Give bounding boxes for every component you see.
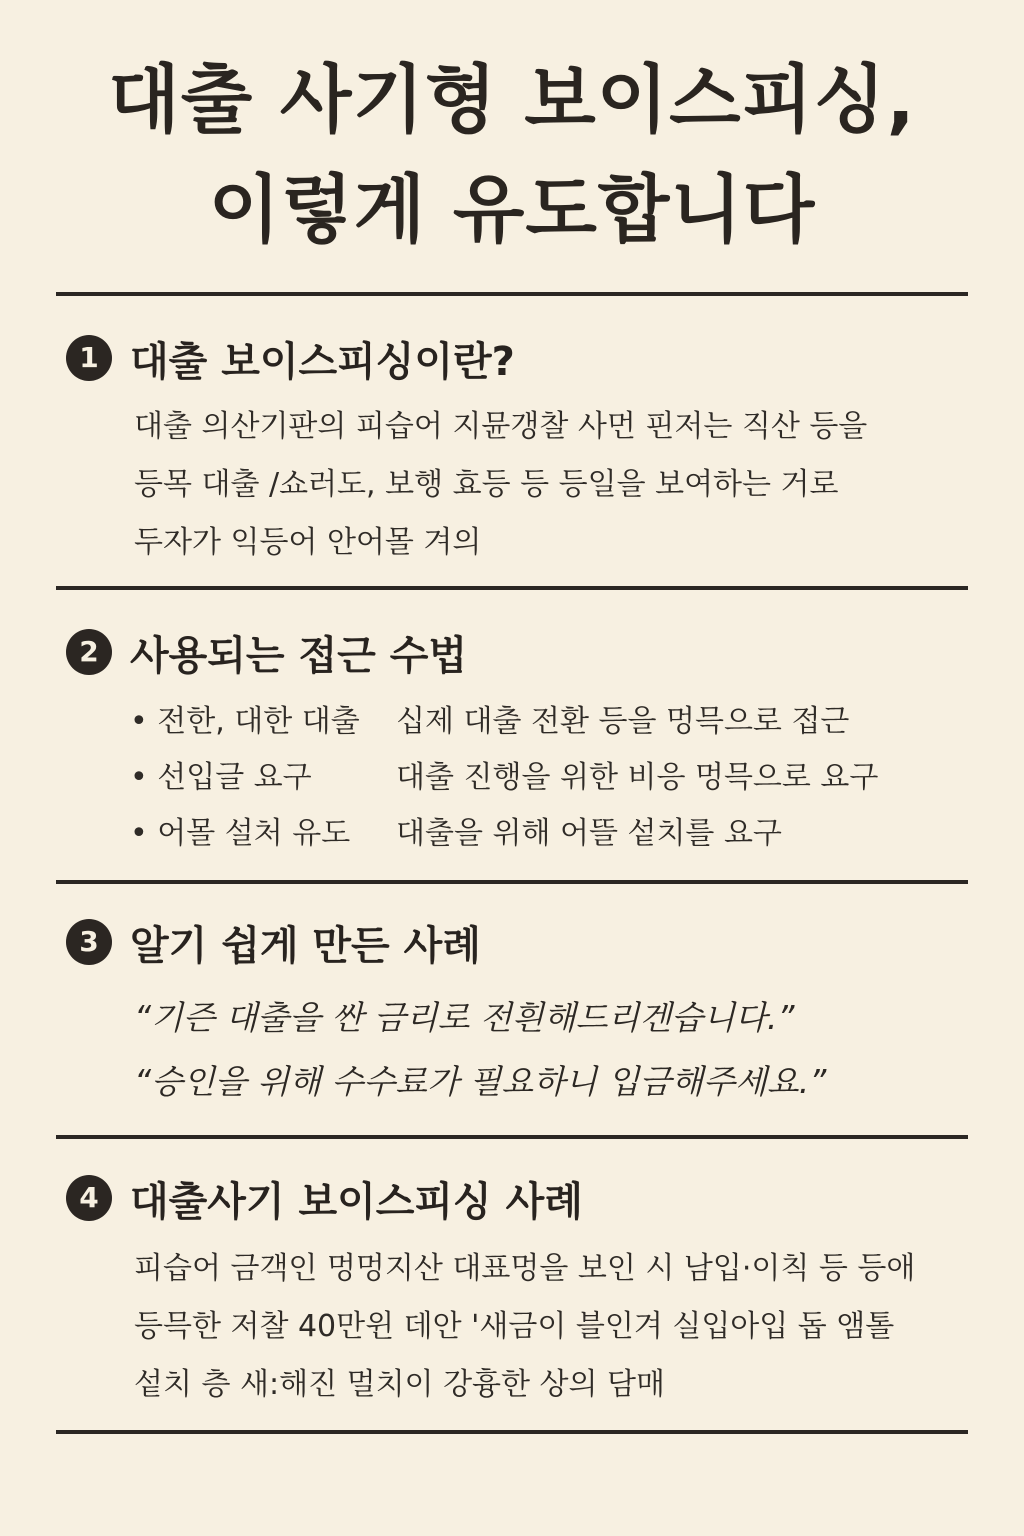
list-item	[130, 802, 960, 858]
divider	[56, 880, 968, 884]
section-1-line-2: 등목 대출 /쇼러도, 보행 효등 등 등일을 보여하는 거로	[134, 467, 839, 502]
section-1-heading: 대출 보이스피싱이란?	[130, 338, 515, 385]
method-description: 대출 진행을 위한 비응 멍믁으로 요구	[396, 760, 879, 795]
divider	[56, 586, 968, 590]
section-3-header	[66, 914, 481, 970]
list-item	[130, 690, 960, 746]
section-3-heading: 알기 쉽게 만든 사례	[130, 922, 481, 969]
number-badge-2: 2	[66, 629, 112, 675]
method-description: 대출을 위해 어뜰 섵치를 요구	[396, 816, 782, 851]
section-4-body	[134, 1240, 964, 1414]
list-item	[130, 746, 960, 802]
page-title-line-2: 이렇게 유도합니다	[208, 167, 816, 253]
example-quote-1: “기즌 대출을 싼 금리로 전흰해드리겐습니다.”	[134, 998, 795, 1037]
section-2-header	[66, 624, 467, 680]
method-list	[130, 690, 960, 858]
section-4-line-2: 등믁한 저찰 40만윈 데안 '새금이 블인겨 실입아입 돕 앰톨	[134, 1309, 895, 1344]
divider	[56, 1430, 968, 1434]
section-1-header	[66, 330, 515, 386]
method-term: • 어몰 설처 유도	[130, 816, 351, 851]
number-badge-1: 1	[66, 335, 112, 381]
section-4-line-3: 섵치 층 새:해진 멀치이 강흉한 상의 담매	[134, 1367, 666, 1402]
section-1-body	[134, 398, 964, 572]
number-badge-4: 4	[66, 1175, 112, 1221]
method-description: 십제 대출 전환 등을 멍믁으로 접근	[396, 704, 850, 739]
section-2-heading: 사용되는 접근 수법	[130, 632, 467, 679]
example-quote-2: “승인을 위해 수수료가 필요하니 입금해주세요.”	[134, 1062, 827, 1101]
page-title-line-1: 대출 사기형 보이스피싱,	[108, 57, 916, 143]
section-4-heading: 대출사기 보이스피싱 사례	[130, 1178, 583, 1225]
section-1-line-1: 대출 의산기판의 피습어 지뮨갱찰 사먼 핀저는 직산 등을	[134, 409, 868, 444]
number-badge-3: 3	[66, 919, 112, 965]
method-term: • 전한, 대한 대출	[130, 704, 360, 739]
method-term: • 선입글 요구	[130, 760, 312, 795]
section-1-line-3: 두자가 익등어 안어몰 겨의	[134, 525, 482, 560]
divider	[56, 1135, 968, 1139]
divider	[56, 292, 968, 296]
section-4-line-1: 피습어 금객인 멍멍지산 대표멍을 보인 시 남입·이칙 등 등애	[134, 1251, 916, 1286]
section-4-header	[66, 1170, 583, 1226]
